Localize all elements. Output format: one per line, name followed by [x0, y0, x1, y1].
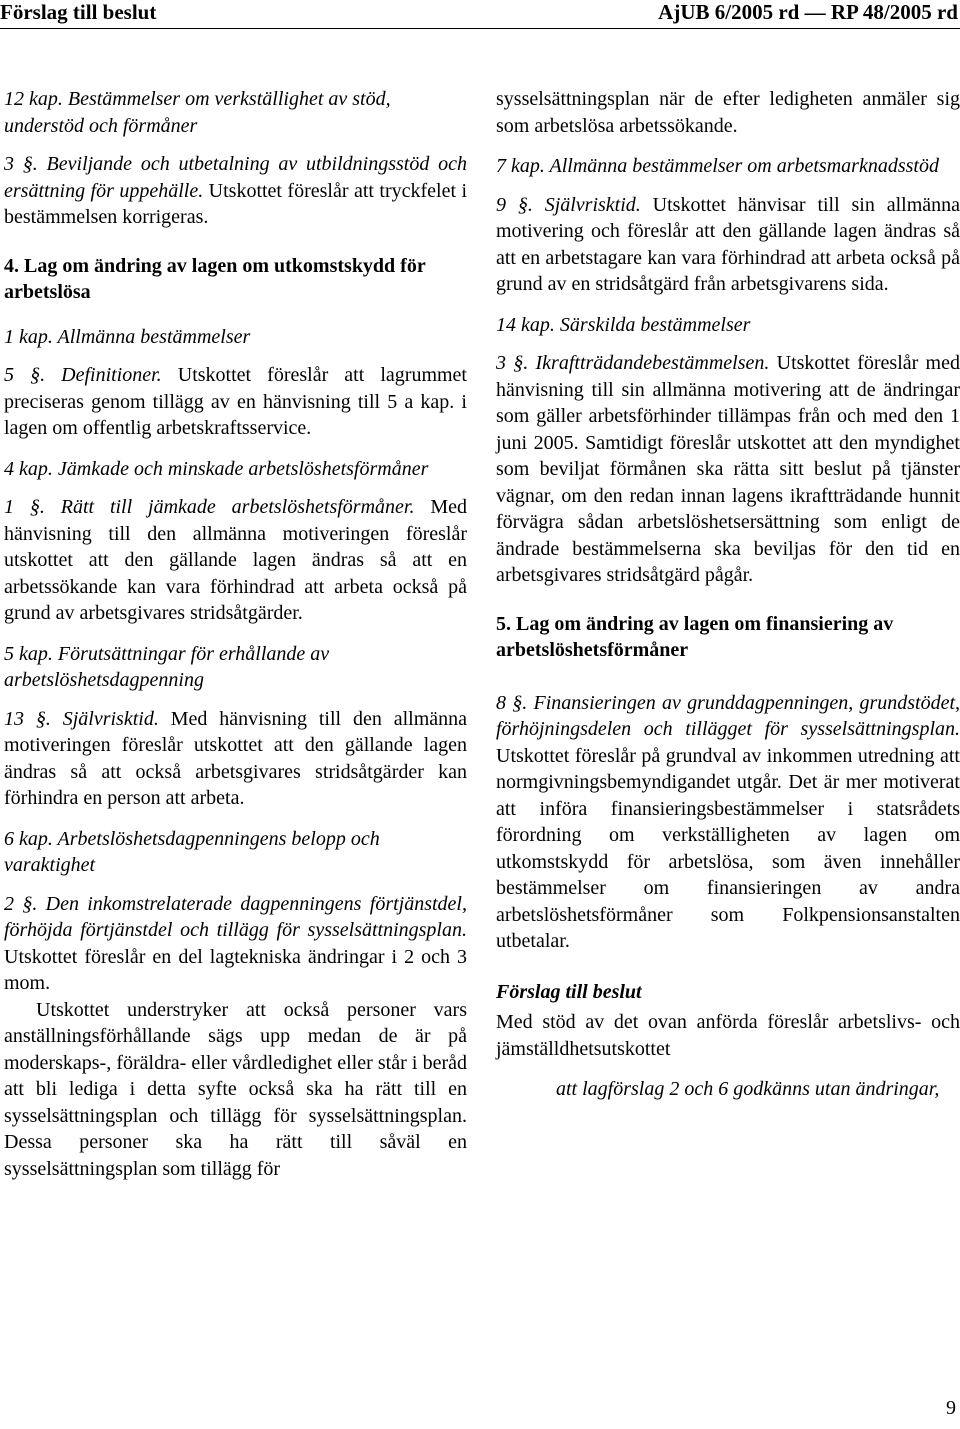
law-heading-5: 5. Lag om ändring av lagen om finansiering av arbetslöshetsförmåner	[496, 612, 894, 661]
chapter-heading-12: 12 kap. Bestämmelser om verkställighet av stöd, understöd och förmåner	[4, 88, 391, 137]
section-body: Med hänvisning till den allmänna motiveringen föreslår utskottet att den gällande lagen ändras så att en arbetssökande kan vara förhindrad att arbeta också på grund av arbetsgivares stridsåtgärder.	[4, 496, 468, 624]
chapter-heading-14: 14 kap. Särskilda bestämmelser	[496, 313, 751, 336]
chapter-heading-1: 1 kap. Allmänna bestämmelser	[4, 325, 251, 348]
page-number: 9	[946, 1397, 956, 1419]
section-title: 8 §. Finansieringen av grunddagpenningen, grundstödet, förhöjningsdelen och tillägget för sysselsättningsplan.	[496, 691, 960, 740]
section-body: Utskottet föreslår en del lagtekniska ändringar i 2 och 3 mom.	[4, 945, 467, 994]
section-body: Utskottet föreslår på grundval av inkommen utredning att normgivningsbemyndigandet utgår. Det är mer motiverat att införa finansieringsbestämmelser i statsrådets förordning om verkställigheten av lagen om utkomstskydd för arbetslösa, som även innehåller bestämmelser om finansieringen av andra arbetslöshetsförmåner som Folkpensionsanstalten utbetalar.	[496, 744, 960, 952]
paragraph-section-8	[496, 690, 960, 955]
header-section-title: Förslag till beslut	[0, 0, 157, 24]
chapter-heading-5: 5 kap. Förutsättningar för erhållande av arbetslöshetsdagpenning	[4, 642, 330, 691]
paragraph-section-5	[4, 362, 467, 442]
paragraph-section-3	[4, 151, 467, 231]
section-title: 3 §. Ikraftträdandebestämmelsen.	[496, 352, 770, 374]
section-title: 9 §. Självrisktid.	[496, 193, 641, 216]
chapter-heading-7: 7 kap. Allmänna bestämmelser om arbetsmarknadsstöd	[496, 155, 939, 177]
proposal-text: Med stöd av det ovan anförda föreslår arbetslivs- och jämställdhetsutskottet	[496, 1011, 960, 1060]
section-title: 13 §. Självrisktid.	[4, 707, 159, 730]
section-title: 2 §. Den inkomstrelaterade dagpenningens förtjänstdel, förhöjda förtjänstdel och tillägg för sysselsättningsplan.	[4, 892, 467, 941]
header-document-ref: AjUB 6/2005 rd — RP 48/2005 rd	[658, 0, 958, 24]
paragraph-section-9	[496, 192, 960, 298]
chapter-heading-4: 4 kap. Jämkade och minskade arbetslöshetsförmåner	[4, 457, 429, 480]
left-column	[4, 86, 467, 1196]
section-title: 3 §. Beviljande och utbetalning av utbildningsstöd och ersättning för uppehälle.	[4, 153, 467, 202]
section-title: 1 §. Rätt till jämkade arbetslöshetsförmåner.	[4, 496, 415, 518]
proposal-heading: Förslag till beslut	[496, 980, 642, 1003]
paragraph-continuation: sysselsättningsplan när de efter ledigheten anmäler sig som arbetslösa arbetssökande.	[496, 88, 960, 137]
right-column	[496, 86, 960, 1103]
section-body: Utskottet föreslår att lagrummet preciseras genom tillägg av en hänvisning till 5 a kap. i lagen om offentlig arbetskraftsservice.	[4, 364, 467, 439]
law-heading-4: 4. Lag om ändring av lagen om utkomstskydd för arbetslösa	[4, 254, 426, 303]
chapter-heading-6: 6 kap. Arbetslöshetsdagpenningens belopp och varaktighet	[4, 827, 380, 876]
section-title: 5 §. Definitioner.	[4, 364, 162, 386]
paragraph-section-2-continued: Utskottet understryker att också personer vars anställningsförhållande sägs upp medan de är på moderskaps-, föräldra- eller vårdledighet eller står i beråd att bli lediga i detta syfte också ska ha rätt till en sysselsättningsplan och tillägg för sysselsättningsplan. Dessa personer ska ha rätt till såväl en sysselsättningsplan som tillägg för	[4, 998, 467, 1180]
paragraph-section-2	[4, 891, 467, 997]
paragraph-section-13	[4, 706, 467, 812]
section-body: Utskottet föreslår att tryckfelet i bestämmelsen korrigeras.	[4, 179, 468, 228]
paragraph-section-3-right	[496, 350, 960, 589]
paragraph-section-1	[4, 494, 467, 627]
section-body: Med hänvisning till den allmänna motiveringen föreslår utskottet att den gällande lagen ändras så att också arbetsgivares stridsåtgärder kan förhindra en person att arbeta.	[4, 707, 468, 809]
header-rule	[0, 28, 960, 29]
running-header	[0, 0, 960, 28]
section-body: Utskottet föreslår med hänvisning till sin allmänna motivering att de ändringar som gäller arbetsförhinder tillämpas från och med den 1 juni 2005. Samtidigt föreslår utskottet att den myndighet som beviljat förmånen ska rätta sitt beslut på tjänster vägnar, om den redan innan lagens ikraftträdande hunnit förvägra sådan arbetslöshetsersättning som enligt de ändrade bestämmelserna ska beviljas för den tid en arbetsgivares stridsåtgärd pågår.	[496, 352, 960, 586]
proposal-decision: att lagförslag 2 och 6 godkänns utan ändringar,	[556, 1078, 940, 1100]
section-body: Utskottet hänvisar till sin allmänna motivering och föreslår att den gällande lagen ändras så att en arbetstagare kan vara förhindrad att arbeta också på grund av en stridsåtgärd från arbetsgivarens sida.	[496, 193, 960, 295]
